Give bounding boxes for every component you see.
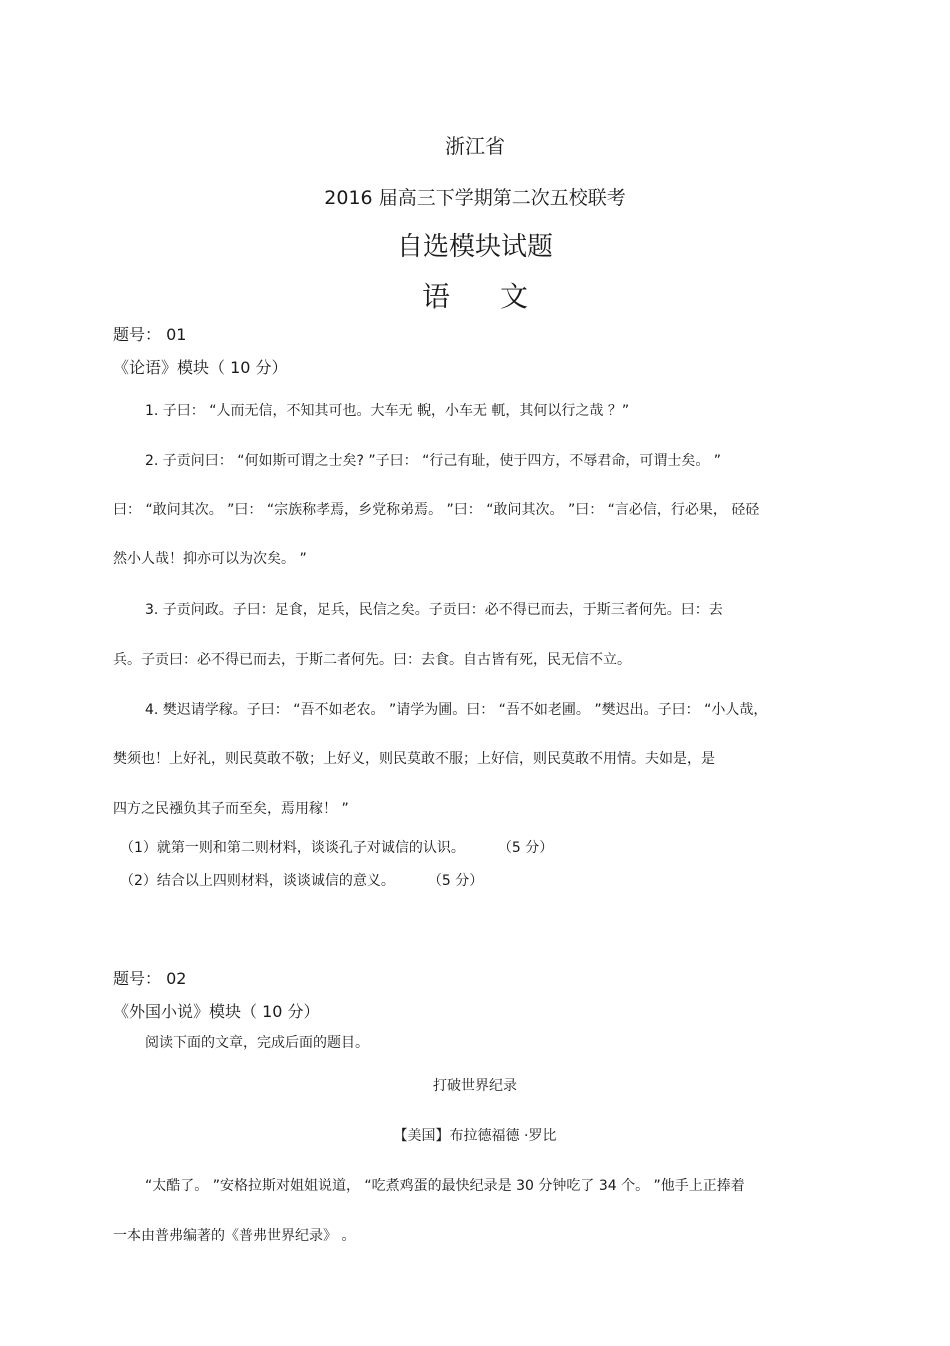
q1-module: 《论语》模块（ 10 分） bbox=[113, 358, 288, 377]
q2-paragraph-line-2: 一本由普弗编著的《普弗世界纪录》 。 bbox=[113, 1228, 356, 1244]
q1-subquestion-1 bbox=[120, 837, 553, 857]
header-subject: 语文 bbox=[421, 280, 578, 313]
q1-subquestion-2-text: （2）结合以上四则材料，谈谈诚信的意义。 bbox=[120, 873, 395, 889]
header-province: 浙江省 bbox=[445, 134, 505, 158]
q1-line-7: 4. 樊迟请学稼。子曰： “吾不如老农。 ”请学为圃。曰： “吾不如老圃。 ”樊迟出。子曰： “小人哉， bbox=[145, 702, 768, 718]
q2-paragraph-line-1: “太酷了。 ”安格拉斯对姐姐说道， “吃煮鸡蛋的最快纪录是 30 分钟吃了 34 个。 ”他手上正捧着 bbox=[145, 1178, 745, 1194]
q1-subquestion-2 bbox=[120, 870, 483, 890]
q2-story-title: 打破世界纪录 bbox=[433, 1078, 517, 1094]
q1-line-2: 2. 子贡问曰： “何如斯可谓之士矣? ”子曰： “行己有耻，使于四方，不辱君命，可谓士矣。 ” bbox=[145, 453, 722, 469]
q1-subquestion-1-score: （5 分） bbox=[504, 840, 554, 856]
q2-instruction: 阅读下面的文章，完成后面的题目。 bbox=[145, 1035, 369, 1051]
q1-line-6: 兵。子贡曰：必不得已而去，于斯二者何先。曰：去食。自古皆有死，民无信不立。 bbox=[113, 652, 631, 668]
q2-number: 题号： 02 bbox=[113, 969, 187, 988]
q1-line-4: 然小人哉！抑亦可以为次矣。 ” bbox=[113, 551, 307, 567]
q1-line-3: 曰： “敢问其次。 ”曰： “宗族称孝焉，乡党称弟焉。 ”曰： “敢问其次。 ”曰： “言必信，行必果， 硁硁 bbox=[113, 502, 760, 518]
q1-line-1: 1. 子曰： “人而无信，不知其可也。大车无 輗，小车无 軏，其何以行之哉 ？” bbox=[145, 403, 630, 419]
header-exam-title: 2016 届高三下学期第二次五校联考 bbox=[324, 187, 626, 209]
q1-line-9: 四方之民襁负其子而至矣，焉用稼！ ” bbox=[113, 801, 349, 817]
q2-story-author: 【美国】布拉德福德 ·罗比 bbox=[393, 1128, 557, 1144]
q1-line-5: 3. 子贡问政。子曰：足食，足兵，民信之矣。子贡曰：必不得已而去，于斯三者何先。曰：去 bbox=[145, 602, 723, 618]
q1-subquestion-1-text: （1）就第一则和第二则材料，谈谈孔子对诚信的认识。 bbox=[120, 840, 465, 856]
q2-module: 《外国小说》模块（ 10 分） bbox=[113, 1002, 320, 1021]
q1-subquestion-2-score: （5 分） bbox=[434, 873, 484, 889]
header-paper-title: 自选模块试题 bbox=[396, 232, 553, 262]
q1-number: 题号： 01 bbox=[113, 325, 187, 344]
q1-line-8: 樊须也！上好礼，则民莫敢不敬；上好义，则民莫敢不服；上好信，则民莫敢不用情。夫如是，是 bbox=[113, 751, 715, 767]
